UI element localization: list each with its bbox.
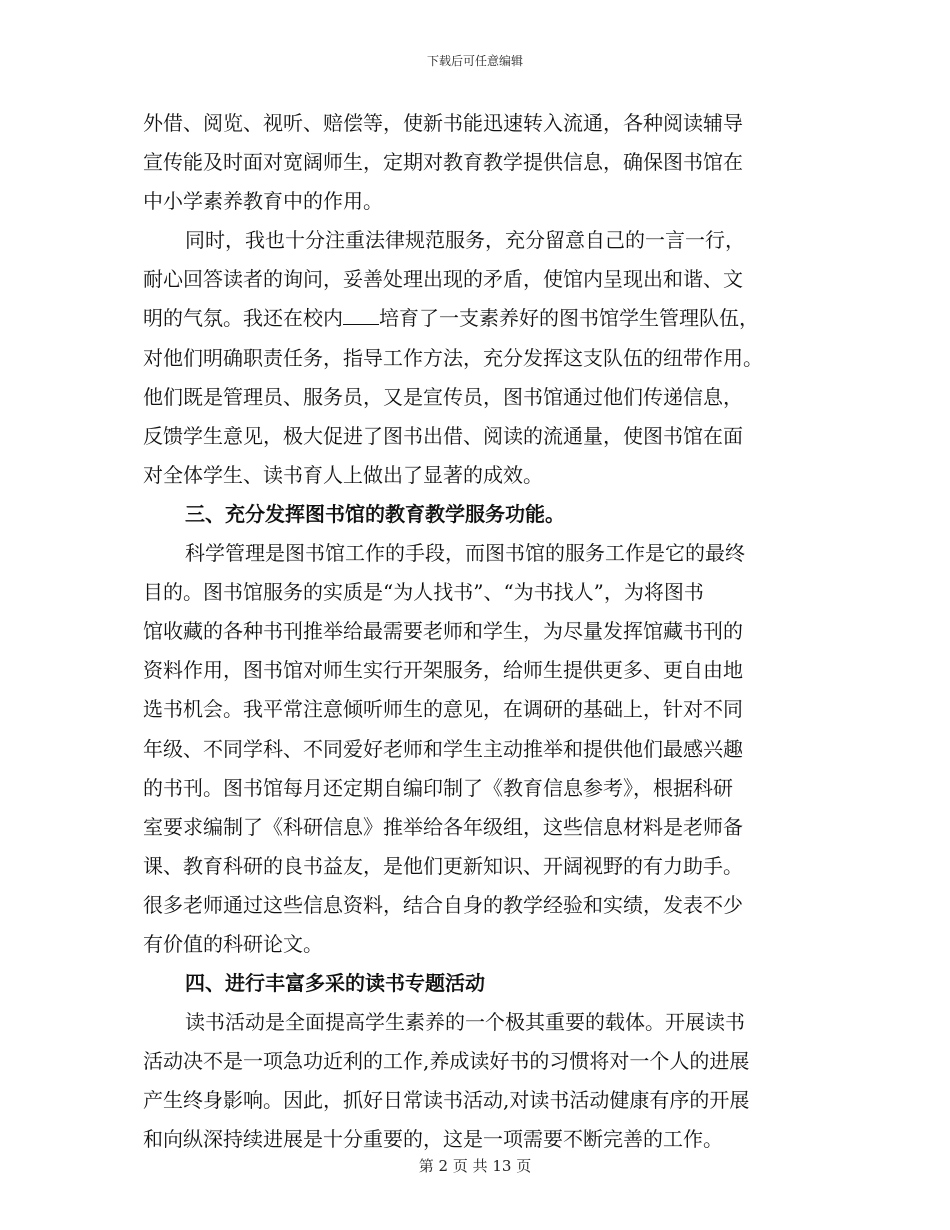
paragraph-first-line: 科学管理是图书馆工作的手段，而图书馆的服务工作是它的最终 [185,541,745,566]
text-line: 室要求编制了《科研信息》推举给各年级组，这些信息材料是老师备 [143,814,743,839]
text-line-with-blank [143,299,798,338]
fill-in-blank [343,302,379,325]
text-line: 耐心回答读者的询问，妥善处理出现的矛盾，使馆内呈现出和谐、文 [143,267,743,292]
text-line: 他们既是管理员、服务员，又是宣传员，图书馆通过他们传递信息， [143,384,743,409]
text-line: 目的。图书馆服务的实质是“为人找书”、“为书找人”，为将图书 [143,580,704,605]
text-line: 对他们明确职责任务，指导工作方法，充分发挥这支队伍的纽带作用。 [143,345,763,370]
text-line: 活动决不是一项急功近利的工作,养成读好书的习惯将对一个人的进展 [143,1049,750,1074]
paragraph-first-line: 同时，我也十分注重法律规范服务，充分留意自己的一言一行， [185,228,745,253]
text-line: 中小学素养教育中的作用。 [143,189,383,214]
text-line: 产生终身影响。因此，抓好日常读书活动,对读书活动健康有序的开展 [143,1088,750,1113]
page-footer: 第 2 页 共 13 页 [418,1157,532,1175]
text-line: 的书刊。图书馆每月还定期自编印制了《教育信息参考》，根据科研 [143,775,733,800]
text-line: 反馈学生意见，极大促进了图书出借、阅读的流通量，使图书馆在面 [143,423,743,448]
page-header: 下载后可任意编辑 [426,54,523,68]
text-line: 馆收藏的各种书刊推举给最需要老师和学生，为尽量发挥馆藏书刊的 [143,619,743,644]
text-line: 有价值的科研论文。 [143,931,323,956]
section-heading: 三、充分发挥图书馆的教育教学服务功能。 [185,501,565,526]
text-line: 对全体学生、读书育人上做出了显著的成效。 [143,462,543,487]
text-line: 课、教育科研的良书益友，是他们更新知识、开阔视野的有力助手。 [143,853,743,878]
text-segment: 培育了一支素养好的图书馆学生管理队伍， [379,306,759,331]
paragraph-first-line: 读书活动是全面提高学生素养的一个极其重要的载体。开展读书 [185,1010,745,1035]
section-heading: 四、进行丰富多采的读书专题活动 [185,971,485,996]
text-segment: 明的气氛。我还在校内 [143,306,343,331]
text-line: 宣传能及时面对宽阔师生，定期对教育教学提供信息，确保图书馆在 [143,150,743,175]
text-line: 选书机会。我平常注意倾听师生的意见，在调研的基础上，针对不同 [143,697,743,722]
text-line: 资料作用，图书馆对师生实行开架服务，给师生提供更多、更自由地 [143,658,743,683]
text-line: 年级、不同学科、不同爱好老师和学生主动推举和提供他们最感兴趣 [143,736,743,761]
document-body [143,104,798,1160]
text-line: 和向纵深持续进展是十分重要的，这是一项需要不断完善的工作。 [143,1127,723,1152]
text-line: 很多老师通过这些信息资料，结合自身的教学经验和实绩，发表不少 [143,892,743,917]
text-line: 外借、阅览、视听、赔偿等，使新书能迅速转入流通，各种阅读辅导 [143,111,743,135]
